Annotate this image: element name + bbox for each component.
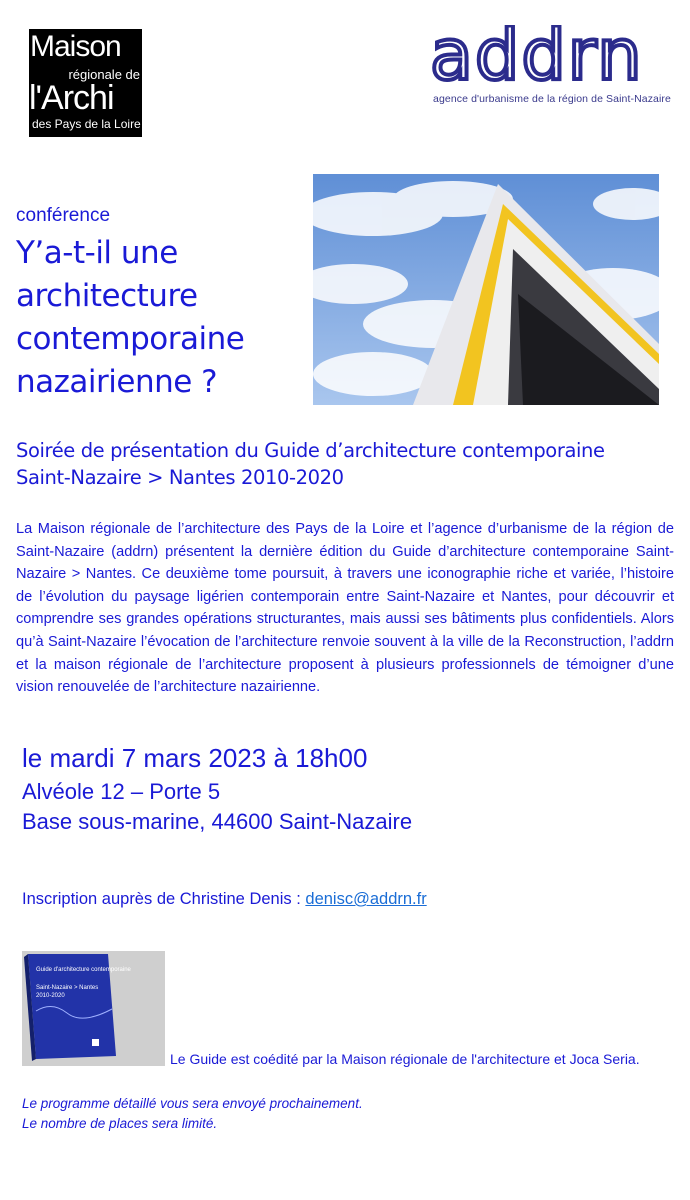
event-address: Base sous-marine, 44600 Saint-Nazaire <box>22 809 413 834</box>
registration-label: Inscription auprès de Christine Denis : <box>22 890 306 908</box>
addrn-logo <box>430 25 678 110</box>
addrn-wordmark <box>430 25 678 91</box>
addrn-wordmark-text: addrn <box>430 25 644 91</box>
subtitle-line-2: Saint-Nazaire > Nantes 2010-2020 <box>16 466 344 489</box>
logo-line-region: des Pays de la Loire <box>32 117 141 131</box>
book-cover-title: Guide d'architecture contemporaine <box>36 967 131 973</box>
page-title: Y’a-t-il une architecture contemporaine nazairienne ? <box>16 235 245 400</box>
kicker-label: conférence <box>16 205 111 226</box>
building-photo <box>313 174 659 405</box>
book-cover-place: Saint-Nazaire > Nantes <box>36 985 99 991</box>
registration-email-link[interactable]: denisc@addrn.fr <box>305 890 427 908</box>
program-note: Le programme détaillé vous sera envoyé prochainement. <box>22 1096 363 1111</box>
book-cover-years: 2010-2020 <box>36 993 65 999</box>
intro-paragraph: La Maison régionale de l’architecture des Pays de la Loire et l’agence d’urbanisme de la région de Saint-Nazaire (addrn) présentent la dernière édition du Guide d’architecture contemporaine Saint-Nazaire > Nantes. Ce deuxième tome poursuit, à travers une iconographie riche et variée, l’histoire de l’évolution du paysage ligérien contemporain entre Saint-Nazaire et Nantes, pour découvrir et comprendre ses grandes opérations structurantes, mais aussi ses bâtiments plus confidentiels. Alors qu’à Saint-Nazaire l’évocation de l’architecture renvoie souvent à la ville de la Reconstruction, l’addrn et la maison régionale de l’architecture proposent à plusieurs professionnels de témoigner d’une vision renouvelée de l’architecture nazairienne. <box>16 521 674 696</box>
book-caption: Le Guide est coédité par la Maison régionale de l'architecture et Joca Seria. <box>170 1051 640 1067</box>
registration-line <box>22 890 427 909</box>
subtitle <box>16 437 681 491</box>
logo-line-regionale: régionale de <box>68 67 140 82</box>
subtitle-line-1: Soirée de présentation du Guide d’architecture contemporaine <box>16 439 605 462</box>
event-venue: Alvéole 12 – Porte 5 <box>22 779 221 804</box>
maison-archi-logo <box>29 29 142 137</box>
book-cover-image <box>22 951 165 1066</box>
logo-line-archi: l'Archi <box>29 79 114 117</box>
capacity-note: Le nombre de places sera limité. <box>22 1116 218 1131</box>
event-date: le mardi 7 mars 2023 à 18h00 <box>22 743 368 773</box>
logo-line-maison: Maison <box>30 30 121 63</box>
addrn-tagline: agence d'urbanisme de la région de Saint-Nazaire <box>433 93 671 105</box>
